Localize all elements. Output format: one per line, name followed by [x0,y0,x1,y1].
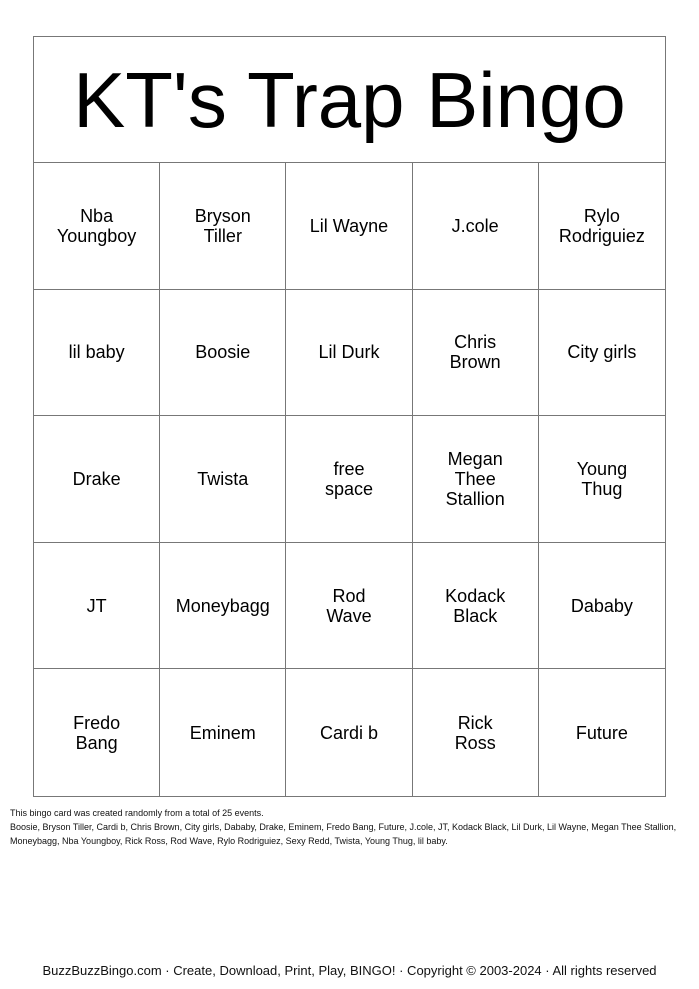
bingo-cell: Nba Youngboy [34,163,160,290]
bingo-cell: Chris Brown [413,290,539,417]
bingo-cell: Lil Durk [286,290,412,417]
bingo-cell: Cardi b [286,669,412,796]
bingo-cell: Drake [34,416,160,543]
bingo-cell: Rick Ross [413,669,539,796]
title-box [34,37,665,163]
bingo-cell: Fredo Bang [34,669,160,796]
notes-summary: This bingo card was created randomly from a total of 25 events. [10,808,264,818]
bingo-cell: Boosie [160,290,286,417]
bingo-cell: Lil Wayne [286,163,412,290]
bingo-cell: Kodack Black [413,543,539,670]
bingo-cell: Eminem [160,669,286,796]
notes-event-list: Boosie, Bryson Tiller, Cardi b, Chris Brown, City girls, Dababy, Drake, Eminem, Fredo Bang, Future, J.cole, JT, Kodack Black, Lil Durk, Lil Wayne, Megan Thee Stallion, Moneybagg, Nba Youngboy, Rick Ross, Rod Wave, Rylo Rodriguiez, Sexy Redd, Twista, Young Thug, lil baby. [10,822,677,846]
bingo-cell: Dababy [539,543,665,670]
bingo-cell: Twista [160,416,286,543]
bingo-cell: Future [575,722,628,743]
bingo-card [33,36,666,797]
card-title: KT's Trap Bingo [73,55,626,144]
bingo-cell: J.cole [413,163,539,290]
bingo-cell: Young Thug [539,416,665,543]
bingo-cell: JT [34,543,160,670]
bingo-cell: Rod Wave [286,543,412,670]
bingo-cell: Moneybagg [160,543,286,670]
bingo-cell: Bryson Tiller [160,163,286,290]
bingo-grid [34,163,665,796]
card-notes [10,806,690,848]
bingo-cell: lil baby [34,290,160,417]
bingo-cell: City girls [539,290,665,417]
bingo-cell: Megan Thee Stallion [413,416,539,543]
bingo-cell: Rylo Rodriguiez [539,163,665,290]
page-footer: BuzzBuzzBingo.com · Create, Download, Print, Play, BINGO! · Copyright © 2003-2024 · All rights reserved [42,963,657,978]
free-space-cell: free space [286,416,412,543]
